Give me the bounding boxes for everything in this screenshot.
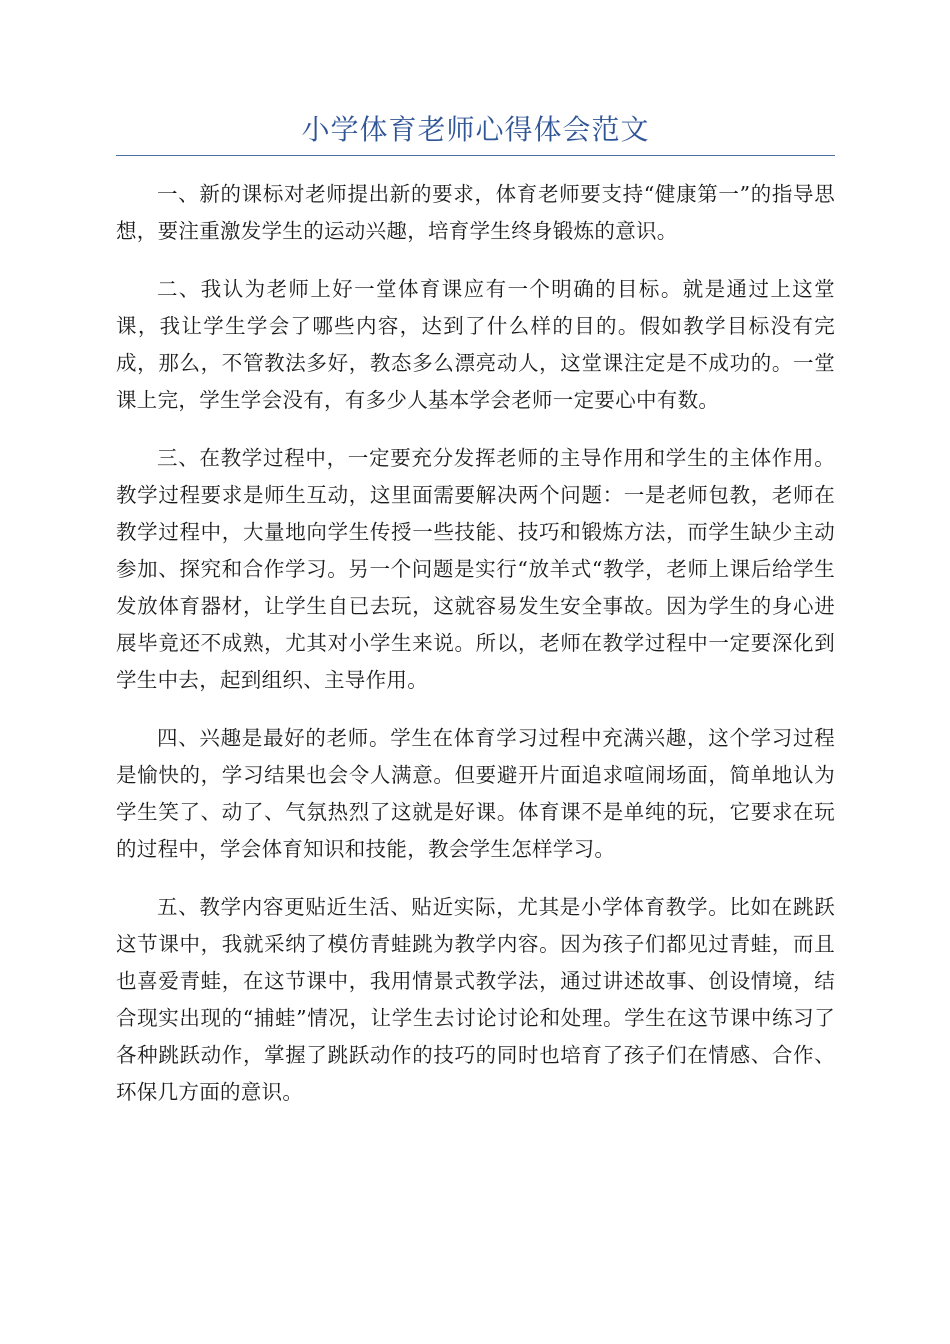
- page-title: 小学体育老师心得体会范文: [301, 113, 650, 146]
- paragraph-4: 四、兴趣是最好的老师。学生在体育学习过程中充满兴趣，这个学习过程是愉快的，学习结果也会令人满意。但要避开片面追求喧闹场面，简单地认为学生笑了、动了、气氛热烈了这就是好课。体育课不是单纯的玩，它要求在玩的过程中，学会体育知识和技能，教会学生怎样学习。: [116, 726, 835, 861]
- paragraph-1: 一、新的课标对老师提出新的要求，体育老师要支持“健康第一”的指导思想，要注重激发学生的运动兴趣，培育学生终身锻炼的意识。: [116, 182, 835, 243]
- title-block: [116, 110, 835, 156]
- paragraph-5: 五、教学内容更贴近生活、贴近实际，尤其是小学体育教学。比如在跳跃这节课中，我就采纳了模仿青蛙跳为教学内容。因为孩子们都见过青蛙，而且也喜爱青蛙，在这节课中，我用情景式教学法，通过讲述故事、创设情境，结合现实出现的“捕蛙”情况，让学生去讨论讨论和处理。学生在这节课中练习了各种跳跃动作，掌握了跳跃动作的技巧的同时也培育了孩子们在情感、合作、环保几方面的意识。: [116, 895, 835, 1104]
- paragraph-3: 三、在教学过程中，一定要充分发挥老师的主导作用和学生的主体作用。教学过程要求是师生互动，这里面需要解决两个问题：一是老师包教，老师在教学过程中，大量地向学生传授一些技能、技巧和锻炼方法，而学生缺少主动参加、探究和合作学习。另一个问题是实行“放羊式“教学，老师上课后给学生发放体育器材，让学生自已去玩，这就容易发生安全事故。因为学生的身心进展毕竟还不成熟，尤其对小学生来说。所以，老师在教学过程中一定要深化到学生中去，起到组织、主导作用。: [116, 446, 835, 692]
- paragraph-2: 二、我认为老师上好一堂体育课应有一个明确的目标。就是通过上这堂课，我让学生学会了哪些内容，达到了什么样的目的。假如教学目标没有完成，那么，不管教法多好，教态多么漂亮动人，这堂课注定是不成功的。一堂课上完，学生学会没有，有多少人基本学会老师一定要心中有数。: [116, 277, 835, 412]
- document-body: [116, 176, 835, 1132]
